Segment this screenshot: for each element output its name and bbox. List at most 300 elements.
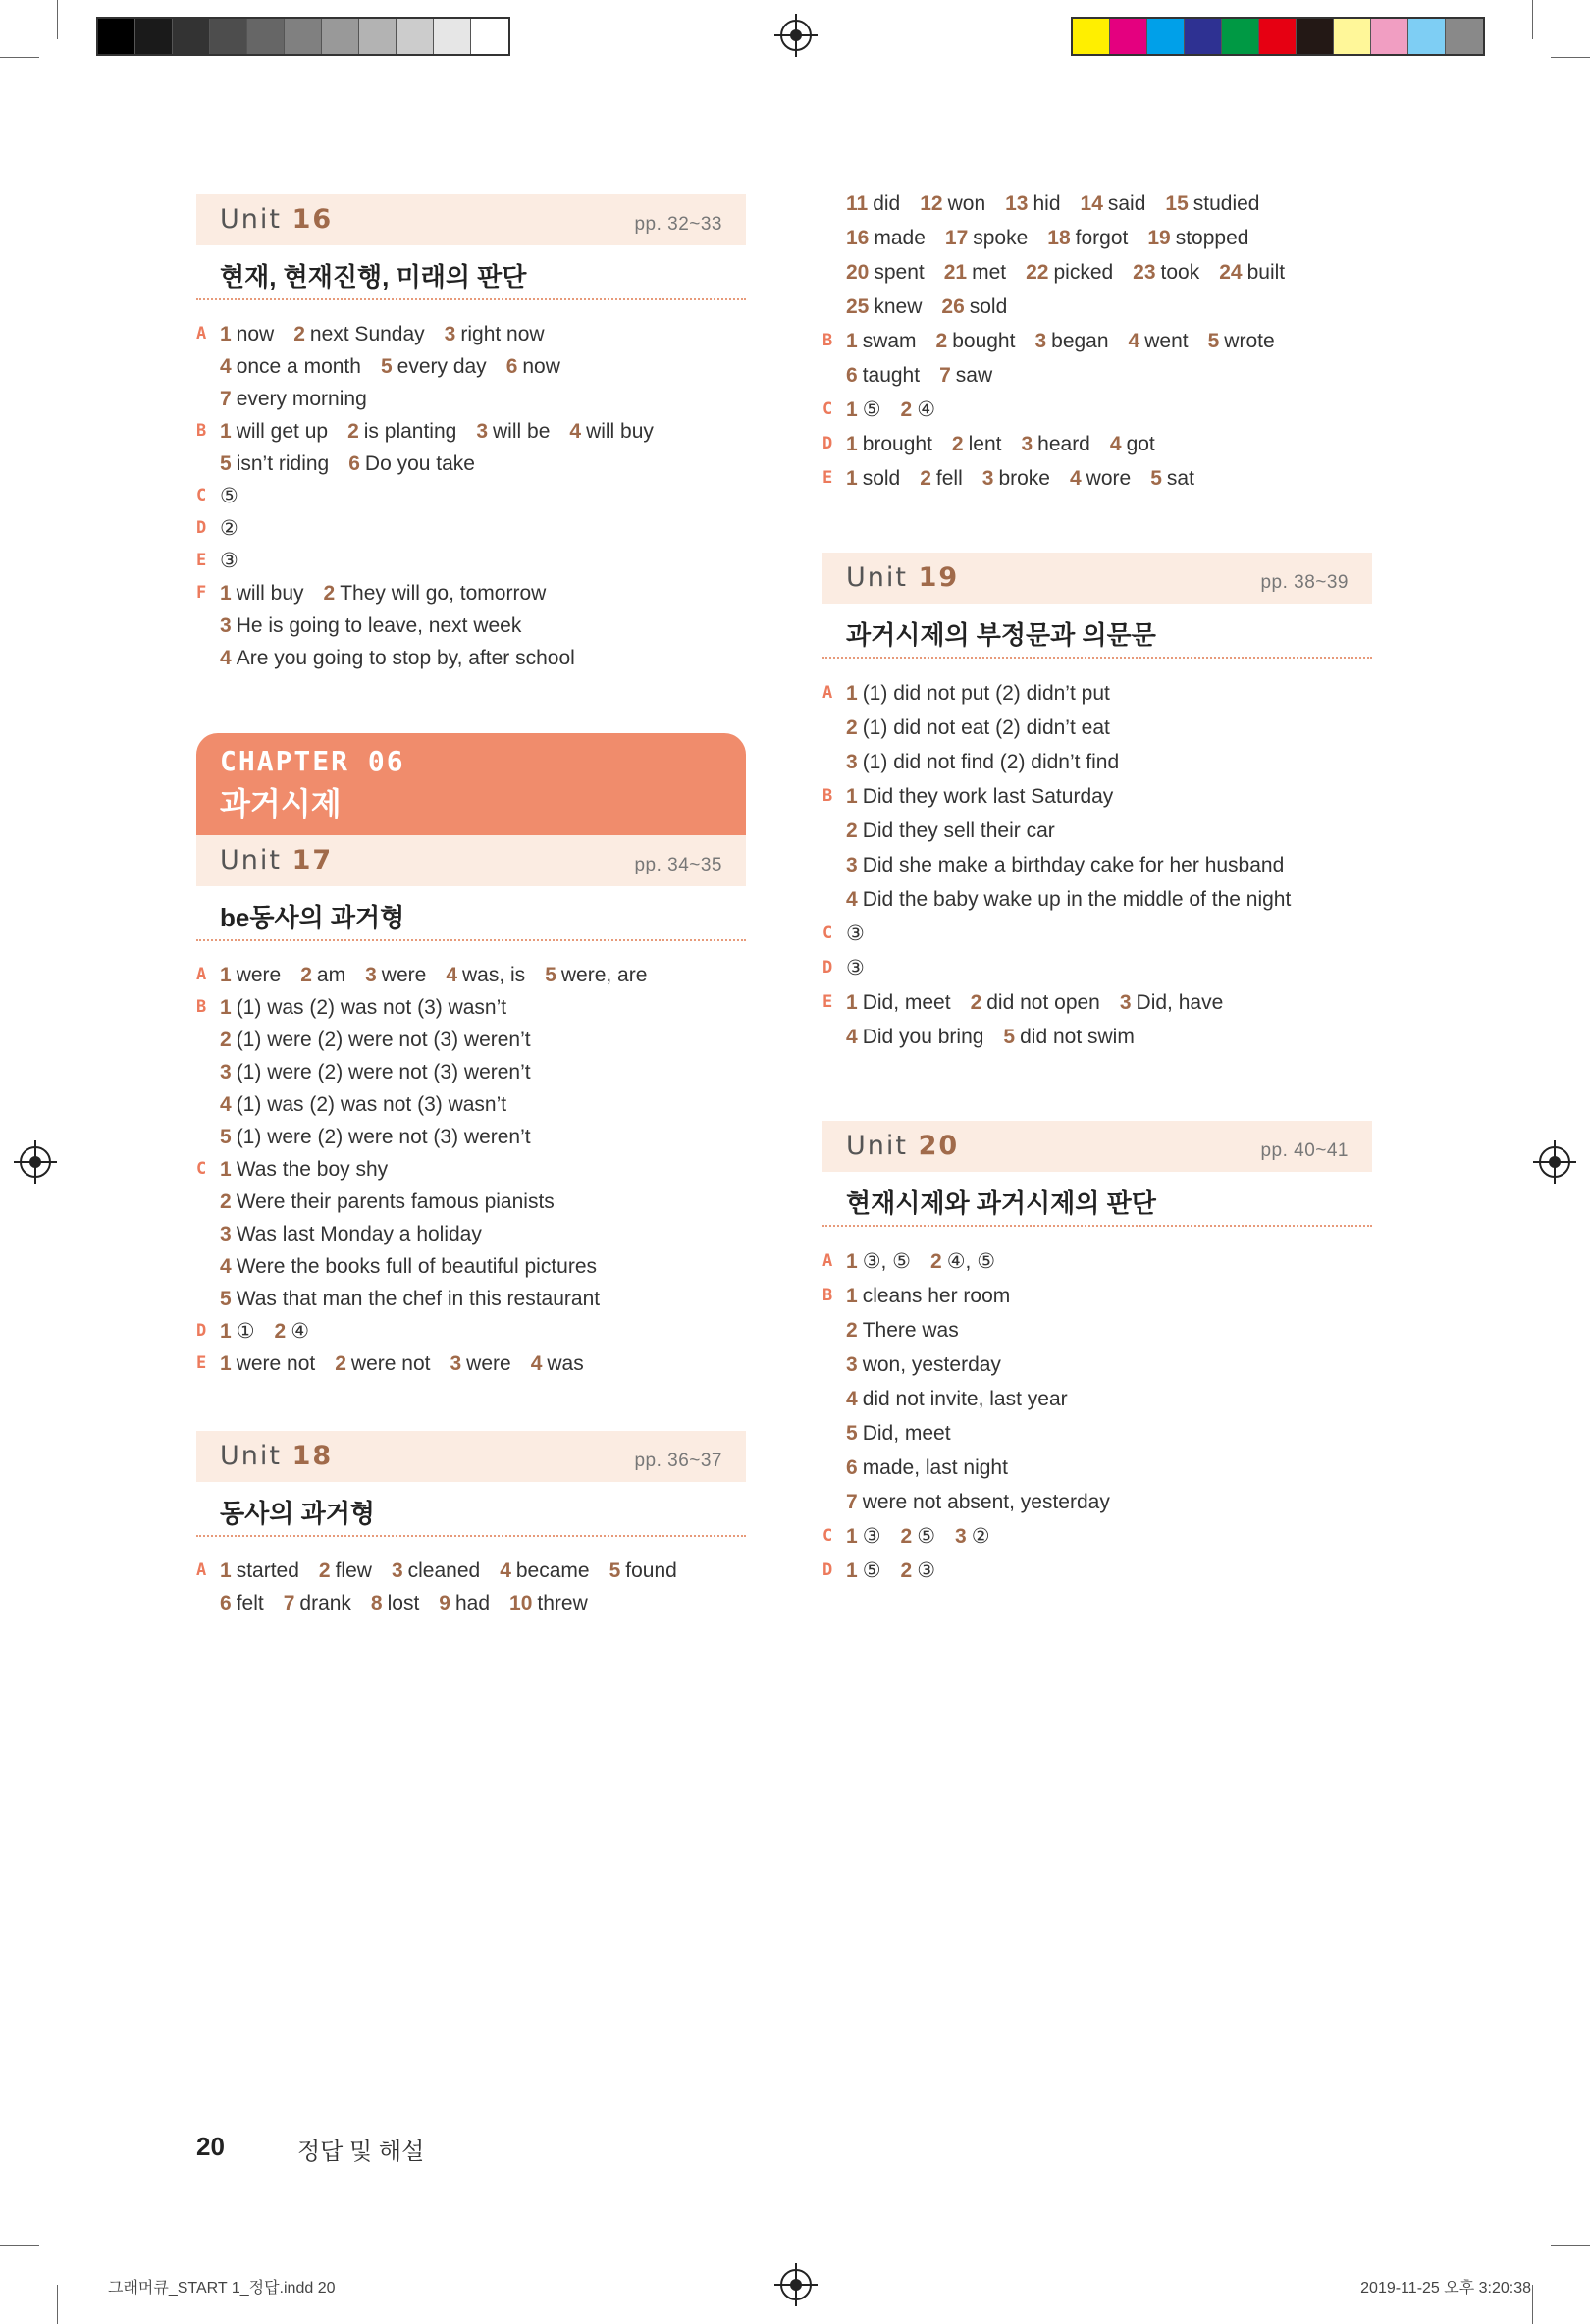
answer-item — [846, 1416, 951, 1451]
answer-text: started — [236, 1559, 299, 1582]
answer-number: 3 — [955, 1525, 967, 1548]
answer-text: cleaned — [407, 1559, 481, 1582]
answer-number: 9 — [439, 1592, 450, 1614]
answer-list — [822, 1244, 1372, 1588]
answer-line — [822, 814, 1372, 848]
answer-number: 4 — [846, 888, 858, 911]
answer-text: am — [316, 964, 346, 986]
answer-item — [846, 882, 1291, 917]
answer-item — [846, 1313, 959, 1347]
answer-item — [439, 1587, 490, 1619]
answer-item — [846, 917, 865, 951]
unit-word: Unit — [220, 1441, 282, 1471]
answer-number: 1 — [220, 1559, 232, 1582]
answer-line — [822, 882, 1372, 917]
answer-number: 5 — [380, 355, 393, 378]
answer-number: 6 — [348, 452, 360, 475]
answer-number: 1 — [220, 323, 232, 345]
answer-number: 16 — [846, 227, 870, 249]
answer-number: 5 — [220, 452, 232, 475]
answer-item — [509, 1587, 588, 1619]
answer-number: 12 — [920, 192, 943, 215]
answer-number: 2 — [935, 330, 948, 352]
answer-list — [196, 1555, 746, 1619]
answer-number: 1 — [846, 433, 858, 455]
answer-text: ③, ⑤ — [862, 1250, 912, 1273]
answer-number: 3 — [1119, 991, 1132, 1014]
answer-item — [846, 1519, 881, 1554]
section-letter: C — [822, 924, 833, 943]
answer-text: drank — [299, 1592, 351, 1614]
crop-mark — [0, 57, 39, 58]
answer-text: did — [873, 192, 901, 215]
answer-text: (1) did not eat (2) didn’t eat — [862, 716, 1110, 739]
answer-number: 2 — [347, 420, 359, 443]
answer-item — [1150, 461, 1194, 496]
answer-item — [846, 461, 900, 496]
answer-number: 3 — [444, 323, 456, 345]
answer-item — [846, 745, 1119, 779]
section-letter: A — [196, 965, 207, 984]
answer-text: were, are — [560, 964, 648, 986]
section-letter: E — [196, 1353, 207, 1373]
answer-number: 1 — [846, 785, 858, 808]
answer-text: right now — [460, 323, 545, 345]
answer-text: brought — [862, 433, 932, 455]
answer-item — [846, 186, 900, 221]
answer-number: 13 — [1005, 192, 1029, 215]
unit-word: Unit — [846, 562, 908, 593]
answer-number: 3 — [220, 1223, 232, 1245]
answer-line — [822, 461, 1372, 496]
answer-item — [220, 480, 238, 512]
section-letter: D — [822, 1560, 833, 1580]
answer-number: 4 — [569, 420, 582, 443]
answer-number: 3 — [1034, 330, 1047, 352]
answer-number: 2 — [846, 819, 858, 842]
section-letter: C — [196, 1159, 207, 1179]
answer-item — [846, 221, 926, 255]
answer-number: 3 — [450, 1352, 462, 1375]
answer-number: 2 — [951, 433, 964, 455]
calibration-swatch — [285, 19, 322, 54]
answer-item — [545, 959, 647, 991]
section-letter: E — [196, 551, 207, 570]
answer-line — [196, 1056, 746, 1088]
section-letter: B — [196, 421, 207, 441]
chapter-title: 과거시제 — [220, 786, 342, 821]
answer-item — [569, 415, 654, 448]
answer-item — [371, 1587, 419, 1619]
answer-text: will buy — [236, 582, 304, 605]
answer-item — [220, 1347, 315, 1380]
answer-number: 15 — [1165, 192, 1189, 215]
answer-text: ⑤ — [917, 1525, 936, 1548]
answer-text: studied — [1192, 192, 1260, 215]
answer-number: 6 — [846, 364, 858, 387]
answer-item — [1003, 1020, 1134, 1054]
answer-item — [846, 1279, 1010, 1313]
answer-item — [846, 711, 1110, 745]
answer-text: will buy — [586, 420, 654, 443]
answer-item — [1208, 324, 1275, 358]
answer-line — [822, 951, 1372, 985]
crop-mark — [1551, 57, 1590, 58]
answer-number: 6 — [220, 1592, 232, 1614]
answer-text: were not — [236, 1352, 316, 1375]
answer-number: 4 — [846, 1026, 858, 1048]
answer-line — [196, 480, 746, 512]
answer-number: 1 — [846, 1285, 858, 1307]
answer-text: now — [236, 323, 275, 345]
answer-number: 10 — [509, 1592, 533, 1614]
answer-item — [220, 350, 361, 383]
answer-item — [220, 1218, 482, 1250]
answer-number: 5 — [1150, 467, 1162, 490]
answer-line — [822, 779, 1372, 814]
answer-line — [196, 350, 746, 383]
answer-text: stopped — [1175, 227, 1249, 249]
unit-title: 현재시제와 과거시제의 판단 — [822, 1172, 1372, 1227]
answer-item — [446, 959, 525, 991]
answer-number: 19 — [1147, 227, 1171, 249]
answer-text: met — [972, 261, 1007, 284]
answer-item — [930, 1244, 995, 1279]
answer-line — [196, 1186, 746, 1218]
answer-list — [822, 676, 1372, 1054]
answer-number: 24 — [1219, 261, 1243, 284]
answer-line — [196, 1153, 746, 1186]
answer-item — [1005, 186, 1060, 221]
unit-label — [220, 204, 333, 235]
calibration-swatch — [322, 19, 359, 54]
answer-item — [531, 1347, 584, 1380]
answer-item — [846, 427, 932, 461]
answer-item — [846, 985, 951, 1020]
answer-item — [846, 848, 1284, 882]
unit-pages: pp. 36~37 — [634, 1451, 722, 1471]
answer-text: hid — [1033, 192, 1061, 215]
answer-number: 3 — [846, 854, 858, 876]
section-letter: D — [822, 434, 833, 453]
answer-item — [220, 642, 575, 674]
answer-text: once a month — [236, 355, 361, 378]
answer-line — [822, 676, 1372, 711]
section-letter: A — [822, 683, 833, 703]
answer-text: Was that man the chef in this restaurant — [236, 1288, 601, 1310]
answer-item — [506, 350, 560, 383]
calibration-swatch — [434, 19, 471, 54]
page-number: 20 — [196, 2132, 225, 2161]
answer-text: cleans her room — [862, 1285, 1011, 1307]
answer-text: took — [1160, 261, 1200, 284]
answer-line — [196, 1218, 746, 1250]
answer-number: 14 — [1080, 192, 1103, 215]
answer-item — [901, 1554, 936, 1588]
calibration-swatch — [247, 19, 285, 54]
answer-item — [445, 318, 545, 350]
answer-number: 2 — [274, 1320, 287, 1343]
answer-text: spoke — [973, 227, 1029, 249]
file-slug: 그래머큐_START 1_정답.indd 20 — [108, 2280, 336, 2297]
answer-item — [846, 255, 925, 290]
answer-number: 3 — [846, 751, 858, 773]
answer-number: 3 — [220, 1061, 232, 1083]
answer-text: There was — [862, 1319, 959, 1342]
answer-item — [1133, 255, 1199, 290]
answer-item — [920, 186, 985, 221]
answer-text: forgot — [1075, 227, 1129, 249]
answer-item — [1147, 221, 1248, 255]
answer-item — [335, 1347, 430, 1380]
answer-text: ④ — [291, 1320, 310, 1343]
answer-text: ① — [236, 1320, 255, 1343]
answer-item — [846, 1451, 1008, 1485]
answer-item — [220, 1315, 255, 1347]
answer-line — [196, 577, 746, 609]
answer-text: next Sunday — [309, 323, 425, 345]
registration-mark-icon — [780, 2269, 812, 2300]
answer-number: 5 — [220, 1126, 232, 1148]
answer-text: broke — [998, 467, 1050, 490]
answer-line — [822, 848, 1372, 882]
answer-item — [901, 393, 936, 427]
answer-item — [284, 1587, 351, 1619]
answer-item — [1165, 186, 1259, 221]
answer-item — [1021, 427, 1089, 461]
answer-line — [822, 1020, 1372, 1054]
left-column — [196, 194, 746, 1619]
answer-item — [381, 350, 487, 383]
section-letter: D — [196, 518, 207, 538]
answer-text: went — [1144, 330, 1189, 352]
answer-number: 5 — [1207, 330, 1220, 352]
section-letter: A — [822, 1251, 833, 1271]
answer-number: 4 — [220, 355, 232, 378]
answer-number: 2 — [900, 398, 913, 421]
answer-item — [1110, 427, 1155, 461]
answer-item — [971, 985, 1100, 1020]
answer-item — [1047, 221, 1128, 255]
answer-text: will be — [493, 420, 551, 443]
answer-item — [220, 1024, 531, 1056]
answer-text: isn’t riding — [236, 452, 330, 475]
section-letter: B — [822, 1286, 833, 1305]
answer-text: lent — [968, 433, 1002, 455]
answer-line — [822, 1485, 1372, 1519]
answer-number: 5 — [1003, 1026, 1016, 1048]
answer-text: was, is — [462, 964, 526, 986]
section-letter: C — [822, 1526, 833, 1546]
answer-item — [936, 324, 1016, 358]
answer-item — [846, 676, 1110, 711]
unit-19-section — [822, 553, 1372, 1054]
answer-number: 2 — [293, 323, 305, 345]
answer-item — [275, 1315, 310, 1347]
answer-line — [822, 290, 1372, 324]
answer-line — [196, 383, 746, 415]
answer-line — [822, 1451, 1372, 1485]
unit-number: 16 — [292, 204, 334, 235]
answer-text: Did, meet — [862, 1422, 951, 1445]
unit-header — [196, 194, 746, 245]
registration-mark-icon — [780, 20, 812, 51]
unit-label — [220, 1441, 333, 1471]
answer-line — [822, 711, 1372, 745]
answer-number: 18 — [1047, 227, 1071, 249]
calibration-swatch — [1185, 19, 1222, 54]
answer-text: sold — [862, 467, 901, 490]
answer-item — [846, 358, 920, 393]
unit-pages: pp. 40~41 — [1260, 1140, 1349, 1161]
answer-text: (1) did not put (2) didn’t put — [862, 682, 1110, 705]
answer-line — [822, 393, 1372, 427]
answer-text: had — [454, 1592, 491, 1614]
section-letter: C — [822, 399, 833, 419]
section-letter: B — [822, 786, 833, 806]
answer-text: knew — [874, 295, 923, 318]
answer-item — [220, 383, 367, 415]
answer-text: were not absent, yesterday — [862, 1491, 1110, 1513]
section-letter: F — [196, 583, 207, 603]
answer-item — [220, 545, 238, 577]
section-letter: D — [196, 1321, 207, 1341]
answer-text: Did you bring — [862, 1026, 984, 1048]
answer-number: 1 — [220, 582, 232, 605]
unit-title: 과거시제의 부정문과 의문문 — [822, 604, 1372, 659]
answer-text: ③ — [862, 1525, 881, 1548]
answer-text: ⑤ — [220, 485, 238, 507]
answer-text: now — [522, 355, 560, 378]
calibration-swatch — [1259, 19, 1297, 54]
answer-text: did not invite, last year — [862, 1388, 1068, 1410]
answer-number: 5 — [846, 1422, 858, 1445]
calibration-swatch — [210, 19, 247, 54]
answer-text: swam — [862, 330, 917, 352]
answer-item — [846, 1244, 911, 1279]
answer-item — [220, 1250, 597, 1283]
answer-number: 4 — [446, 964, 457, 986]
answer-line — [822, 745, 1372, 779]
answer-item — [347, 415, 456, 448]
answer-number: 3 — [1021, 433, 1034, 455]
answer-text: flew — [335, 1559, 372, 1582]
answer-number: 1 — [846, 1559, 858, 1582]
answer-line — [196, 318, 746, 350]
answer-text: Did they sell their car — [862, 819, 1055, 842]
answer-text: were — [381, 964, 427, 986]
answer-line — [196, 959, 746, 991]
answer-list — [196, 318, 746, 674]
calibration-swatch — [1297, 19, 1334, 54]
section-letter: A — [196, 1560, 207, 1580]
answer-line — [196, 1250, 746, 1283]
answer-line — [822, 985, 1372, 1020]
answer-line — [822, 1382, 1372, 1416]
registration-mark-icon — [1539, 1146, 1570, 1178]
answer-number: 4 — [500, 1559, 511, 1582]
answer-number: 2 — [930, 1250, 942, 1273]
answer-number: 1 — [846, 1525, 858, 1548]
unit-number: 19 — [918, 562, 960, 593]
answer-text: did not swim — [1020, 1026, 1135, 1048]
answer-item — [293, 318, 424, 350]
answer-text: sold — [969, 295, 1008, 318]
answer-number: 5 — [220, 1288, 232, 1310]
unit-title: 현재, 현재진행, 미래의 판단 — [196, 245, 746, 300]
answer-number: 7 — [283, 1592, 295, 1614]
answer-text: (1) was (2) was not (3) wasn’t — [236, 996, 507, 1019]
answer-number: 4 — [1109, 433, 1122, 455]
answer-line — [822, 255, 1372, 290]
unit-pages: pp. 38~39 — [1260, 572, 1349, 593]
answer-number: 1 — [220, 964, 232, 986]
calibration-swatch — [1408, 19, 1446, 54]
calibration-swatch — [1446, 19, 1483, 54]
answer-line — [822, 186, 1372, 221]
answer-text: ⑤ — [862, 398, 881, 421]
crop-mark — [1532, 0, 1533, 39]
answer-number: 4 — [846, 1388, 858, 1410]
answer-item — [939, 358, 992, 393]
answer-text: (1) was (2) was not (3) wasn’t — [236, 1093, 507, 1116]
answer-item — [846, 1382, 1068, 1416]
answer-text: Do you take — [364, 452, 475, 475]
answer-text: ③ — [846, 923, 865, 945]
answer-item — [220, 1056, 531, 1088]
answer-item — [348, 448, 475, 480]
answer-text: every morning — [236, 388, 367, 410]
answer-number: 25 — [846, 295, 870, 318]
answer-text: Did, have — [1136, 991, 1224, 1014]
answer-item — [1219, 255, 1285, 290]
answer-item — [846, 1020, 983, 1054]
chapter-banner — [196, 733, 746, 835]
answer-item — [500, 1555, 589, 1587]
answer-line — [196, 1347, 746, 1380]
answer-text: said — [1107, 192, 1146, 215]
answer-line — [196, 1587, 746, 1619]
answer-line — [196, 1088, 746, 1121]
answer-number: 1 — [846, 467, 858, 490]
answer-number: 3 — [846, 1353, 858, 1376]
calibration-swatch — [98, 19, 135, 54]
calibration-swatch — [1371, 19, 1408, 54]
answer-number: 3 — [220, 614, 232, 637]
answer-text: (1) were (2) were not (3) weren’t — [236, 1029, 531, 1051]
answer-text: were — [466, 1352, 511, 1375]
answer-text: heard — [1037, 433, 1090, 455]
answer-line — [196, 448, 746, 480]
answer-text: Did, meet — [862, 991, 951, 1014]
answer-list-continued — [822, 186, 1372, 496]
right-column — [822, 186, 1372, 1588]
unit-pages: pp. 32~33 — [634, 214, 722, 235]
answer-item — [846, 814, 1055, 848]
section-letter: D — [822, 958, 833, 977]
answer-text: felt — [236, 1592, 264, 1614]
answer-item — [1081, 186, 1146, 221]
answer-line — [822, 1416, 1372, 1451]
answer-item — [220, 1153, 388, 1186]
answer-number: 7 — [220, 388, 232, 410]
answer-text: were — [236, 964, 282, 986]
answer-text: began — [1051, 330, 1109, 352]
answer-item — [220, 1283, 600, 1315]
answer-item — [300, 959, 345, 991]
answer-item — [220, 991, 506, 1024]
answer-item — [220, 1587, 264, 1619]
